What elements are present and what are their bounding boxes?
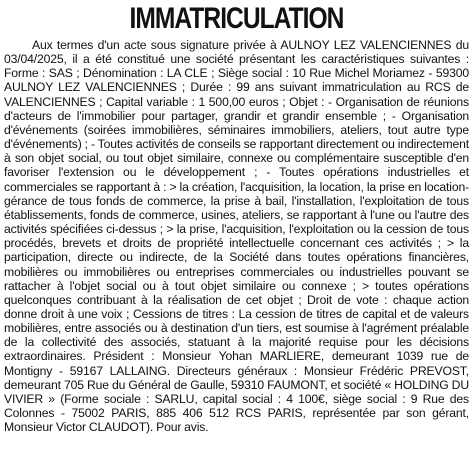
notice-body: Aux termes d'un acte sous signature privée à AULNOY LEZ VALENCIENNES du 03/04/2025, il a été constitué une société présentant les caractéristiques suivantes : Forme : SAS ; Dénomination : LA CLE ; Siège social : 10 Rue Michel Moriamez - 59300 AULNOY LEZ VALENCIENNES ; Durée : 99 ans suivant immatriculation au RCS de VALENCIENNES ; Capital variable : 1 500,00 euros ; Objet : - Organisation de réunions d'acteurs de l'immobilier pour partager, grandir et grandir ensemble ; - Organisation d'événements (soirées immobilières, séminaires immobiliers, ateliers, tout autre type d'événements) ; - Toutes activités de conseils se rapportant directement ou indirectement à son objet social, ou tout objet similaire, connexe ou complémentaire susceptible d'en favoriser l'extension ou le développement ; - Toutes opérations industrielles et commerciales se rapportant à : > la création, l'acquisition, la location, la prise en location-gérance de tous fonds de commerce, la prise à bail, l'installation, l'exploitation de tous établissements, fonds de commerce, usines, ateliers, se rapportant à l'une ou l'autre des activités spécifiées ci-dessus ; > la prise, l'acquisition, l'exploitation ou la cession de tous procédés, brevets et droits de propriété intellectuelle concernant ces activités ; > la participation, directe ou indirecte, de la Société dans toutes opérations financières, mobilières ou immobilières ou entreprises commerciales ou industrielles pouvant se rattacher à l'objet social ou à tout objet similaire ou connexe ; > toutes opérations quelconques contribuant à la réalisation de cet objet ; Droit de vote : chaque action donne droit à une voix ; Cessions de titres : La cession de titres de capital et de valeurs mobilières, entre associés ou à destination d'un tiers, est soumise à l'agrément préalable de la collectivité des associés, statuant à la majorité requise pour les décisions extraordinaires. Président : Monsieur Yohan MARLIERE, demeurant 1039 rue de Montigny - 59167 LALLAING. Directeurs généraux : Monsieur Frédéric PREVOST, demeurant 705 Rue du Général de Gaulle, 59310 FAUMONT, et société « HOLDING DU VIVIER » (Forme sociale : SARLU, capital social : 4 100€, siège social : 9 Rue des Colonnes - 75002 PARIS, 885 406 512 RCS PARIS, représentée par son gérant, Monsieur Victor CLAUDOT). Pour avis.	[4, 38, 469, 435]
notice-title: IMMATRICULATION	[129, 2, 344, 35]
legal-notice	[4, 3, 469, 434]
